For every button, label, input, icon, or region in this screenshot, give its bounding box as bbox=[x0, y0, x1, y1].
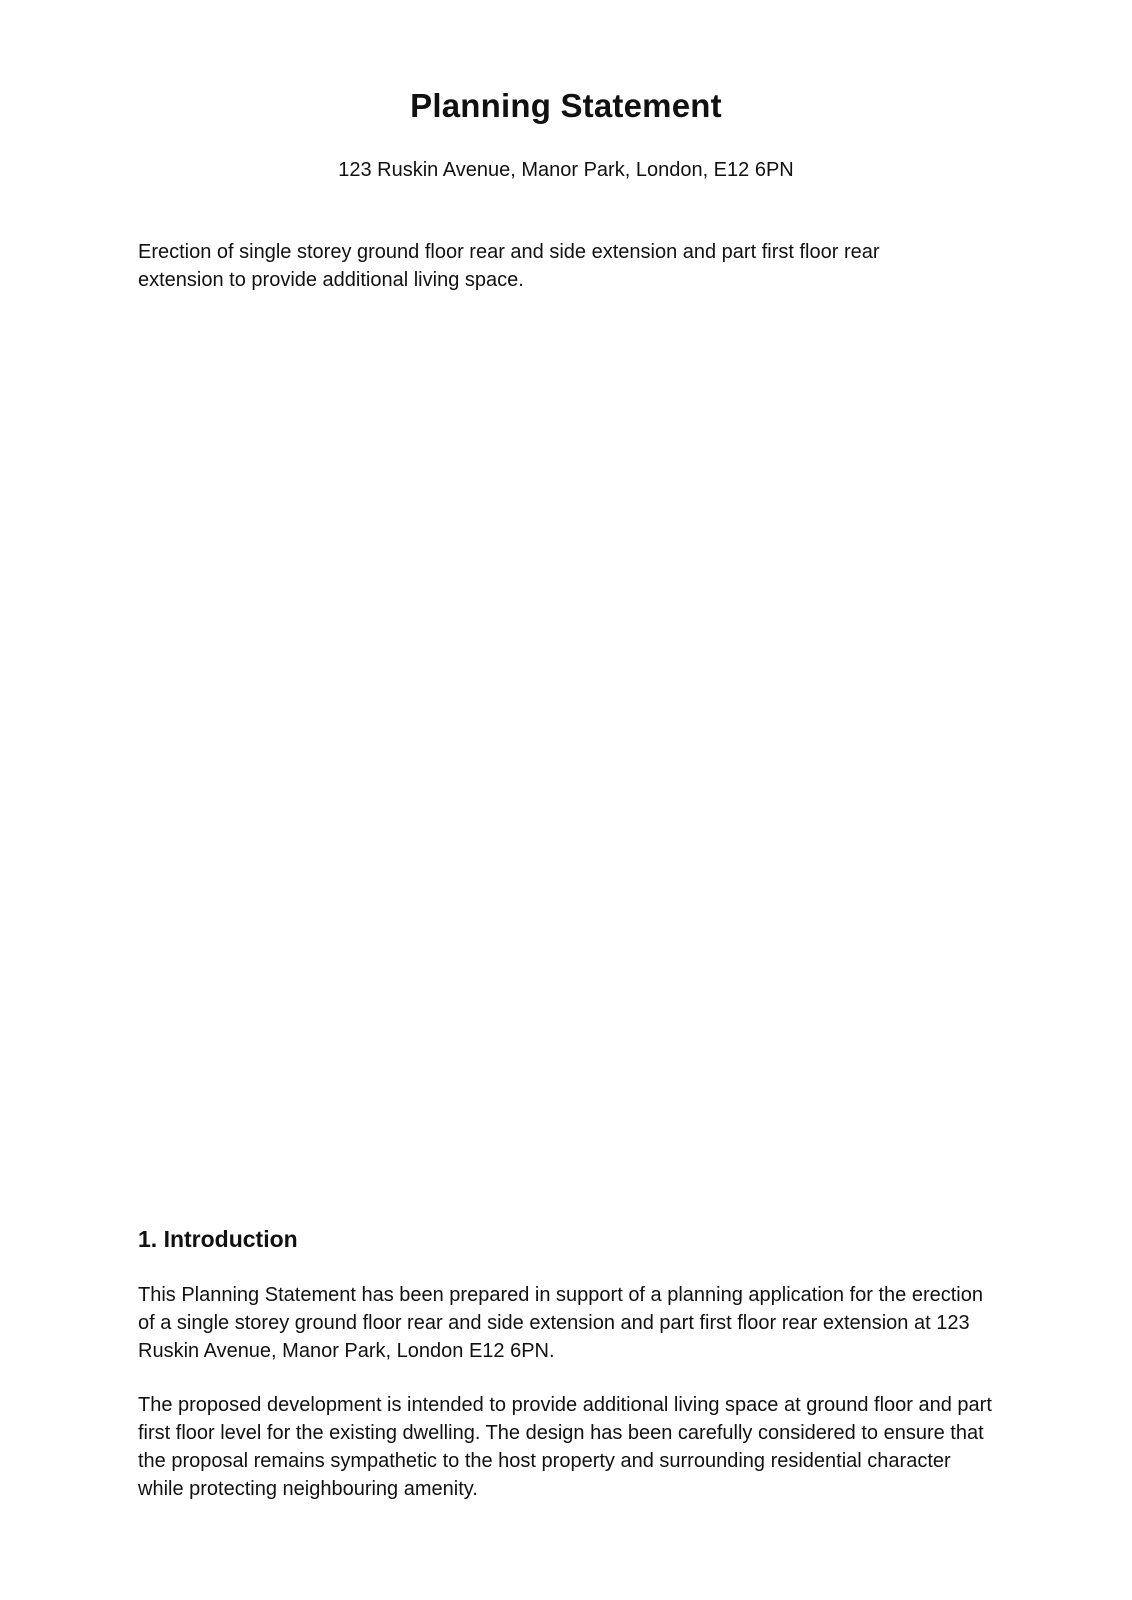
section-heading-introduction: 1. Introduction bbox=[138, 1226, 298, 1252]
introduction-paragraph: This Planning Statement has been prepared in support of a planning application for the erection of a single storey ground floor rear and side extension and part first floor rear extension at 123 Ruskin Avenue, Manor Park, London E12 6PN. bbox=[138, 1284, 983, 1362]
site-address: 123 Ruskin Avenue, Manor Park, London, E12 6PN bbox=[338, 159, 794, 181]
document-title: Planning Statement bbox=[410, 87, 722, 124]
introduction-paragraph: The proposed development is intended to provide additional living space at ground floor and part first floor level for the existing dwelling. The design has been carefully considered to ensure that the proposal remains sympathetic to the host property and surrounding residential character while protecting neighbouring amenity. bbox=[138, 1394, 992, 1500]
proposal-description: Erection of single storey ground floor rear and side extension and part first floor rear extension to provide additional living space. bbox=[138, 241, 880, 291]
